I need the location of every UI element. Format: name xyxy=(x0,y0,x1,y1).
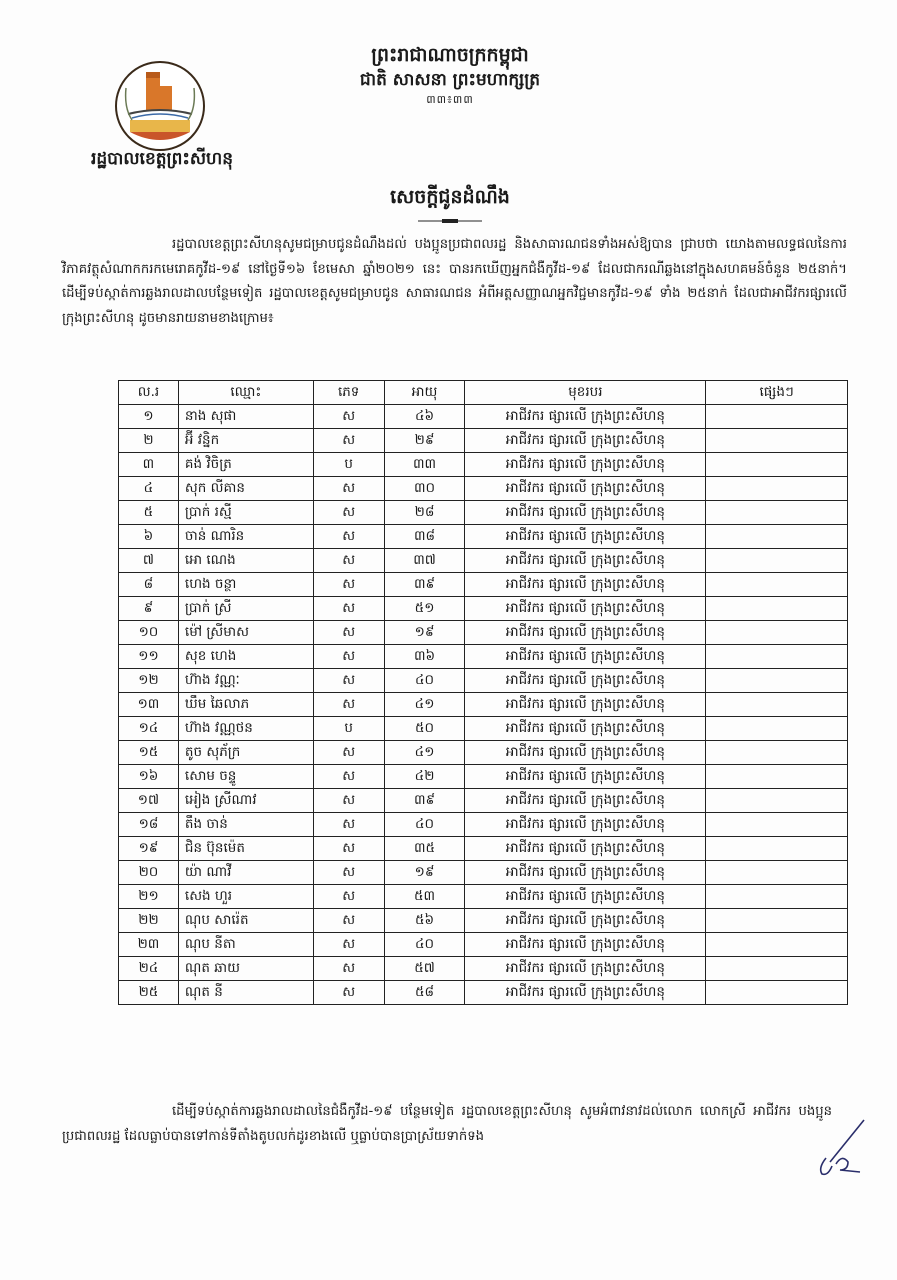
row-age: ៥១ xyxy=(384,597,465,621)
row-other xyxy=(706,645,848,669)
row-name: តូច សុភ័ក្រ xyxy=(178,741,313,765)
row-name: ប្រាក់ រស្មី xyxy=(178,501,313,525)
row-sex: ស xyxy=(313,549,384,573)
row-age: ៣៩ xyxy=(384,573,465,597)
row-sex: ស xyxy=(313,861,384,885)
table-row xyxy=(119,813,848,837)
row-sex: ស xyxy=(313,573,384,597)
header-name: ឈ្មោះ xyxy=(178,381,313,405)
row-number: ១៣ xyxy=(119,693,179,717)
row-age: ៤១ xyxy=(384,693,465,717)
row-occupation: អាជីវករ ផ្សារលើ ក្រុងព្រះសីហនុ xyxy=(465,717,706,741)
row-sex: ស xyxy=(313,909,384,933)
table-row xyxy=(119,885,848,909)
row-occupation: អាជីវករ ផ្សារលើ ក្រុងព្រះសីហនុ xyxy=(465,429,706,453)
table-row xyxy=(119,765,848,789)
row-occupation: អាជីវករ ផ្សារលើ ក្រុងព្រះសីហនុ xyxy=(465,909,706,933)
row-name: ប្រាក់ ស្រី xyxy=(178,597,313,621)
row-name: ណុប នីតា xyxy=(178,933,313,957)
row-occupation: អាជីវករ ផ្សារលើ ក្រុងព្រះសីហនុ xyxy=(465,669,706,693)
row-occupation: អាជីវករ ផ្សារលើ ក្រុងព្រះសីហនុ xyxy=(465,525,706,549)
row-name: សោម ចន្ទូ xyxy=(178,765,313,789)
row-name: គង់ វិចិត្រ xyxy=(178,453,313,477)
table-row xyxy=(119,429,848,453)
row-other xyxy=(706,429,848,453)
row-age: ៣៧ xyxy=(384,549,465,573)
row-occupation: អាជីវករ ផ្សារលើ ក្រុងព្រះសីហនុ xyxy=(465,453,706,477)
row-name: សុខ ហេង xyxy=(178,645,313,669)
row-sex: ស xyxy=(313,693,384,717)
ornament: ៣៣៖៣៣ xyxy=(426,93,474,106)
table-row xyxy=(119,453,848,477)
row-age: ១៩ xyxy=(384,621,465,645)
row-other xyxy=(706,621,848,645)
row-other xyxy=(706,957,848,981)
row-number: ២ xyxy=(119,429,179,453)
row-age: ១៩ xyxy=(384,861,465,885)
row-number: ១៥ xyxy=(119,741,179,765)
row-number: ៩ xyxy=(119,597,179,621)
row-name: អៀង ស្រីណាវ xyxy=(178,789,313,813)
row-number: ១៧ xyxy=(119,789,179,813)
row-other xyxy=(706,909,848,933)
table-row xyxy=(119,933,848,957)
row-age: ៥៦ xyxy=(384,909,465,933)
table-row xyxy=(119,501,848,525)
row-number: ១ xyxy=(119,405,179,429)
table-row xyxy=(119,741,848,765)
row-number: ១០ xyxy=(119,621,179,645)
row-number: ២០ xyxy=(119,861,179,885)
row-number: ៧ xyxy=(119,549,179,573)
provincial-seal-logo xyxy=(112,58,208,154)
row-age: ៣៨ xyxy=(384,525,465,549)
row-sex: ស xyxy=(313,405,384,429)
row-other xyxy=(706,813,848,837)
row-occupation: អាជីវករ ផ្សារលើ ក្រុងព្រះសីហនុ xyxy=(465,741,706,765)
row-occupation: អាជីវករ ផ្សារលើ ក្រុងព្រះសីហនុ xyxy=(465,621,706,645)
row-name: ណុត នី xyxy=(178,981,313,1005)
table-row xyxy=(119,789,848,813)
row-name: ណុប សារ៉េត xyxy=(178,909,313,933)
table-row xyxy=(119,405,848,429)
row-sex: ស xyxy=(313,957,384,981)
table-row xyxy=(119,837,848,861)
row-occupation: អាជីវករ ផ្សារលើ ក្រុងព្រះសីហនុ xyxy=(465,405,706,429)
row-age: ៣៣ xyxy=(384,453,465,477)
table-header-row xyxy=(119,381,848,405)
row-sex: ស xyxy=(313,669,384,693)
row-sex: ស xyxy=(313,981,384,1005)
header-age: អាយុ xyxy=(384,381,465,405)
row-number: ១១ xyxy=(119,645,179,669)
closing-paragraph: ដើម្បីទប់ស្កាត់ការឆ្លងរាលដាលនៃជំងឺកូវីដ-១៩ បន្ថែមទៀត រដ្ឋបាលខេត្តព្រះសីហនុ សូមអំពាវនាវដល់លោក លោកស្រី អាជីវករ បងប្អូនប្រជាពលរដ្ឋ ដែលធ្លាប់បានទៅកាន់ទីតាំងតូបលក់ដូរខាងលើ ឬធ្លាប់បានប្រាស្រ័យទាក់ទង xyxy=(62,1104,832,1144)
row-sex: ស xyxy=(313,525,384,549)
row-number: ១២ xyxy=(119,669,179,693)
row-sex: ស xyxy=(313,933,384,957)
row-occupation: អាជីវករ ផ្សារលើ ក្រុងព្រះសីហនុ xyxy=(465,597,706,621)
row-number: ៨ xyxy=(119,573,179,597)
row-other xyxy=(706,573,848,597)
row-age: ៥៨ xyxy=(384,981,465,1005)
row-sex: ស xyxy=(313,429,384,453)
kingdom-header xyxy=(300,42,600,108)
row-other xyxy=(706,477,848,501)
table-row xyxy=(119,669,848,693)
row-other xyxy=(706,525,848,549)
row-occupation: អាជីវករ ផ្សារលើ ក្រុងព្រះសីហនុ xyxy=(465,693,706,717)
row-number: ១៤ xyxy=(119,717,179,741)
header-occupation: មុខរបរ xyxy=(465,381,706,405)
row-sex: ប xyxy=(313,453,384,477)
row-name: នាង សុផា xyxy=(178,405,313,429)
row-sex: ស xyxy=(313,741,384,765)
row-number: ៥ xyxy=(119,501,179,525)
row-age: ៤០ xyxy=(384,669,465,693)
row-occupation: អាជីវករ ផ្សារលើ ក្រុងព្រះសីហនុ xyxy=(465,477,706,501)
row-age: ៣០ xyxy=(384,477,465,501)
row-name: ហេង ចន្ថា xyxy=(178,573,313,597)
row-other xyxy=(706,453,848,477)
row-name: តឹង ចាន់ xyxy=(178,813,313,837)
table-row xyxy=(119,981,848,1005)
header-sex: ភេទ xyxy=(313,381,384,405)
table-row xyxy=(119,597,848,621)
row-other xyxy=(706,549,848,573)
row-age: ៤២ xyxy=(384,765,465,789)
row-name: សុក លីគាន xyxy=(178,477,313,501)
row-other xyxy=(706,837,848,861)
row-name: អោ ណេង xyxy=(178,549,313,573)
row-age: ៣៩ xyxy=(384,789,465,813)
row-other xyxy=(706,765,848,789)
row-sex: ស xyxy=(313,597,384,621)
row-number: ៣ xyxy=(119,453,179,477)
row-age: ២៨ xyxy=(384,501,465,525)
row-sex: ស xyxy=(313,837,384,861)
row-other xyxy=(706,501,848,525)
row-number: ២៤ xyxy=(119,957,179,981)
table-row xyxy=(119,717,848,741)
department-name: រដ្ឋបាលខេត្តព្រះសីហនុ xyxy=(90,149,234,169)
row-other xyxy=(706,933,848,957)
row-occupation: អាជីវករ ផ្សារលើ ក្រុងព្រះសីហនុ xyxy=(465,885,706,909)
row-age: ៤១ xyxy=(384,741,465,765)
row-sex: ប xyxy=(313,717,384,741)
row-other xyxy=(706,693,848,717)
row-age: ៣៦ xyxy=(384,645,465,669)
row-age: ៤៦ xyxy=(384,405,465,429)
table-row xyxy=(119,909,848,933)
table-row xyxy=(119,645,848,669)
row-sex: ស xyxy=(313,645,384,669)
row-other xyxy=(706,669,848,693)
row-number: ២១ xyxy=(119,885,179,909)
row-other xyxy=(706,405,848,429)
row-name: ឃឹម ឆៃលាភ xyxy=(178,693,313,717)
table-row xyxy=(119,477,848,501)
row-age: ៥៣ xyxy=(384,885,465,909)
row-other xyxy=(706,981,848,1005)
row-other xyxy=(706,717,848,741)
row-occupation: អាជីវករ ផ្សារលើ ក្រុងព្រះសីហនុ xyxy=(465,981,706,1005)
intro-paragraph: រដ្ឋបាលខេត្តព្រះសីហនុសូមជម្រាបជូនដំណឹងដល់ បងប្អូនប្រជាពលរដ្ឋ និងសាធារណជនទាំងអស់ឱ្យបាន ជ្រាបថា យោងតាមលទ្ធផលនៃការវិភាគវត្ថុសំណាកករកមេរោគកូវីដ-១៩ នៅថ្ងៃទី១៦ ខែមេសា ឆ្នាំ២០២១ នេះ បានរកឃើញអ្នកជំងឺកូវីដ-១៩ ដែលជាករណីឆ្លងនៅក្នុងសហគមន៍ចំនួន ២៥នាក់។ ដើម្បីទប់ស្កាត់ការឆ្លងរាលដាលបន្ថែមទៀត រដ្ឋបាលខេត្តសូមជម្រាបជូន សាធារណជន អំពីអត្តសញ្ញាណអ្នកវិជ្ជមានកូវីដ-១៩ ទាំង ២៥នាក់ ដែលជាអាជីវករផ្សារលើ ក្រុងព្រះសីហនុ ដូចមានរាយនាមខាងក្រោម៖ xyxy=(62,237,847,326)
row-number: ៤ xyxy=(119,477,179,501)
row-age: ៥៧ xyxy=(384,957,465,981)
table-row xyxy=(119,957,848,981)
row-occupation: អាជីវករ ផ្សារលើ ក្រុងព្រះសីហនុ xyxy=(465,573,706,597)
row-name: ណុត ឆាយ xyxy=(178,957,313,981)
row-occupation: អាជីវករ ផ្សារលើ ក្រុងព្រះសីហនុ xyxy=(465,765,706,789)
signature-initial xyxy=(812,1118,867,1180)
row-sex: ស xyxy=(313,789,384,813)
row-name: ម៉ៅ ស្រីមាស xyxy=(178,621,313,645)
row-occupation: អាជីវករ ផ្សារលើ ក្រុងព្រះសីហនុ xyxy=(465,933,706,957)
row-number: ២៥ xyxy=(119,981,179,1005)
kingdom-title: ព្រះរាជាណាចក្រកម្ពុជា xyxy=(371,44,529,66)
row-sex: ស xyxy=(313,813,384,837)
row-name: អ៊ី វន្និក xyxy=(178,429,313,453)
row-other xyxy=(706,741,848,765)
row-number: ១៦ xyxy=(119,765,179,789)
row-name: ចាន់ ណារិន xyxy=(178,525,313,549)
table-row xyxy=(119,861,848,885)
document-title: សេចក្តីជូនដំណឹង xyxy=(390,186,510,208)
row-occupation: អាជីវករ ផ្សារលើ ក្រុងព្រះសីហនុ xyxy=(465,645,706,669)
row-number: ៦ xyxy=(119,525,179,549)
row-occupation: អាជីវករ ផ្សារលើ ក្រុងព្រះសីហនុ xyxy=(465,861,706,885)
title-ornament-divider xyxy=(418,218,482,224)
row-occupation: អាជីវករ ផ្សារលើ ក្រុងព្រះសីហនុ xyxy=(465,813,706,837)
row-name: សេង ហួរ xyxy=(178,885,313,909)
row-occupation: អាជីវករ ផ្សារលើ ក្រុងព្រះសីហនុ xyxy=(465,957,706,981)
row-number: ១៩ xyxy=(119,837,179,861)
row-number: ២២ xyxy=(119,909,179,933)
header-other: ផ្សេងៗ xyxy=(706,381,848,405)
row-name: យ៉ា ណាវី xyxy=(178,861,313,885)
table-row xyxy=(119,525,848,549)
row-occupation: អាជីវករ ផ្សារលើ ក្រុងព្រះសីហនុ xyxy=(465,501,706,525)
row-sex: ស xyxy=(313,477,384,501)
national-motto: ជាតិ សាសនា ព្រះមហាក្សត្រ xyxy=(359,70,541,90)
row-sex: ស xyxy=(313,621,384,645)
table-row xyxy=(119,693,848,717)
row-occupation: អាជីវករ ផ្សារលើ ក្រុងព្រះសីហនុ xyxy=(465,837,706,861)
table-row xyxy=(119,573,848,597)
row-name: ហ៊ាង វណ្ណៈ xyxy=(178,669,313,693)
row-number: ១៨ xyxy=(119,813,179,837)
header-no: ល.រ xyxy=(119,381,179,405)
row-occupation: អាជីវករ ផ្សារលើ ក្រុងព្រះសីហនុ xyxy=(465,789,706,813)
table-row xyxy=(119,621,848,645)
row-other xyxy=(706,885,848,909)
row-age: ៤០ xyxy=(384,813,465,837)
row-occupation: អាជីវករ ផ្សារលើ ក្រុងព្រះសីហនុ xyxy=(465,549,706,573)
table-row xyxy=(119,549,848,573)
row-other xyxy=(706,597,848,621)
row-age: ២៩ xyxy=(384,429,465,453)
row-age: ៥០ xyxy=(384,717,465,741)
infected-persons-table xyxy=(118,380,848,1005)
row-name: ហ៊ាង វណ្ណថន xyxy=(178,717,313,741)
row-age: ៤០ xyxy=(384,933,465,957)
row-sex: ស xyxy=(313,501,384,525)
row-name: ជិន ប៊ុនម៉េត xyxy=(178,837,313,861)
row-age: ៣៥ xyxy=(384,837,465,861)
row-number: ២៣ xyxy=(119,933,179,957)
row-other xyxy=(706,861,848,885)
row-sex: ស xyxy=(313,765,384,789)
row-other xyxy=(706,789,848,813)
row-sex: ស xyxy=(313,885,384,909)
